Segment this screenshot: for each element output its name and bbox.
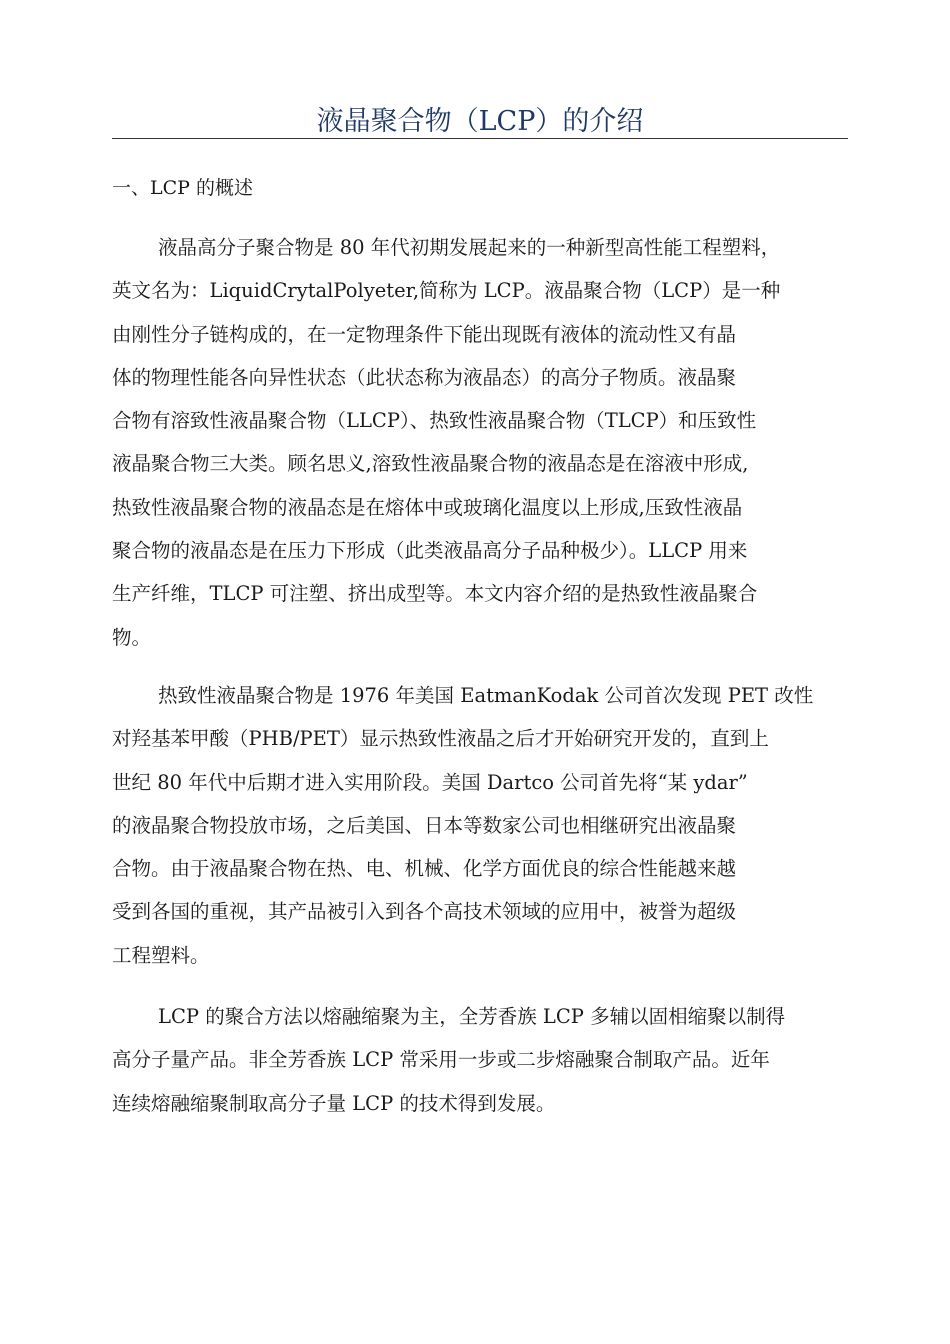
paragraph-line: 对羟基苯甲酸（PHB/PET）显示热致性液晶之后才开始研究开发的，直到上 xyxy=(112,727,769,751)
paragraph-line: 高分子量产品。非全芳香族 LCP 常采用一步或二步熔融聚合制取产品。近年 xyxy=(112,1048,770,1072)
paragraph-line: 工程塑料。 xyxy=(112,943,210,967)
section-heading: 一、LCP 的概述 xyxy=(112,177,253,199)
paragraph-history xyxy=(112,674,848,977)
paragraph-overview xyxy=(112,226,848,659)
paragraph-line: 受到各国的重视，其产品被引入到各个高技术领域的应用中，被誉为超级 xyxy=(112,900,737,924)
paragraph-line: 热致性液晶聚合物是 1976 年美国 EatmanKodak 公司首次发现 PET 改性 xyxy=(158,684,814,707)
paragraph-line: 体的物理性能各向异性状态（此状态称为液晶态）的高分子物质。液晶聚 xyxy=(112,365,737,389)
paragraph-line: 的液晶聚合物投放市场，之后美国、日本等数家公司也相继研究出液晶聚 xyxy=(112,813,737,837)
paragraph-line: 英文名为：LiquidCrytalPolyeter,简称为 LCP。液晶聚合物（LCP）是一种 xyxy=(112,279,781,303)
paragraph-line: 液晶高分子聚合物是 80 年代初期发展起来的一种新型高性能工程塑料， xyxy=(158,236,781,259)
paragraph-line: 热致性液晶聚合物的液晶态是在熔体中或玻璃化温度以上形成,压致性液晶 xyxy=(112,495,743,519)
paragraph-line: 液晶聚合物三大类。顾名思义,溶致性液晶聚合物的液晶态是在溶液中形成, xyxy=(112,452,749,476)
paragraph-line: 生产纤维，TLCP 可注塑、挤出成型等。本文内容介绍的是热致性液晶聚合 xyxy=(112,582,758,606)
paragraph-line: 合物有溶致性液晶聚合物（LLCP）、热致性液晶聚合物（TLCP）和压致性 xyxy=(112,409,757,433)
paragraph-line: 聚合物的液晶态是在压力下形成（此类液晶高分子品种极少）。LLCP 用来 xyxy=(112,539,748,563)
paragraph-line: 物。 xyxy=(112,625,152,649)
paragraph-line: 连续熔融缩聚制取高分子量 LCP 的技术得到发展。 xyxy=(112,1091,556,1115)
paragraph-line: 由刚性分子链构成的，在一定物理条件下能出现既有液体的流动性又有晶 xyxy=(112,322,737,346)
paragraph-polymerization xyxy=(112,995,848,1125)
paragraph-line: 世纪 80 年代中后期才进入实用阶段。美国 Dartco 公司首先将“某 ydar” xyxy=(112,770,748,794)
paragraph-line: 合物。由于液晶聚合物在热、电、机械、化学方面优良的综合性能越来越 xyxy=(112,857,737,881)
document-title: 液晶聚合物（LCP）的介绍 xyxy=(316,106,644,137)
paragraph-line: LCP 的聚合方法以熔融缩聚为主，全芳香族 LCP 多辅以固相缩聚以制得 xyxy=(158,1005,786,1028)
title-underline xyxy=(112,138,848,139)
